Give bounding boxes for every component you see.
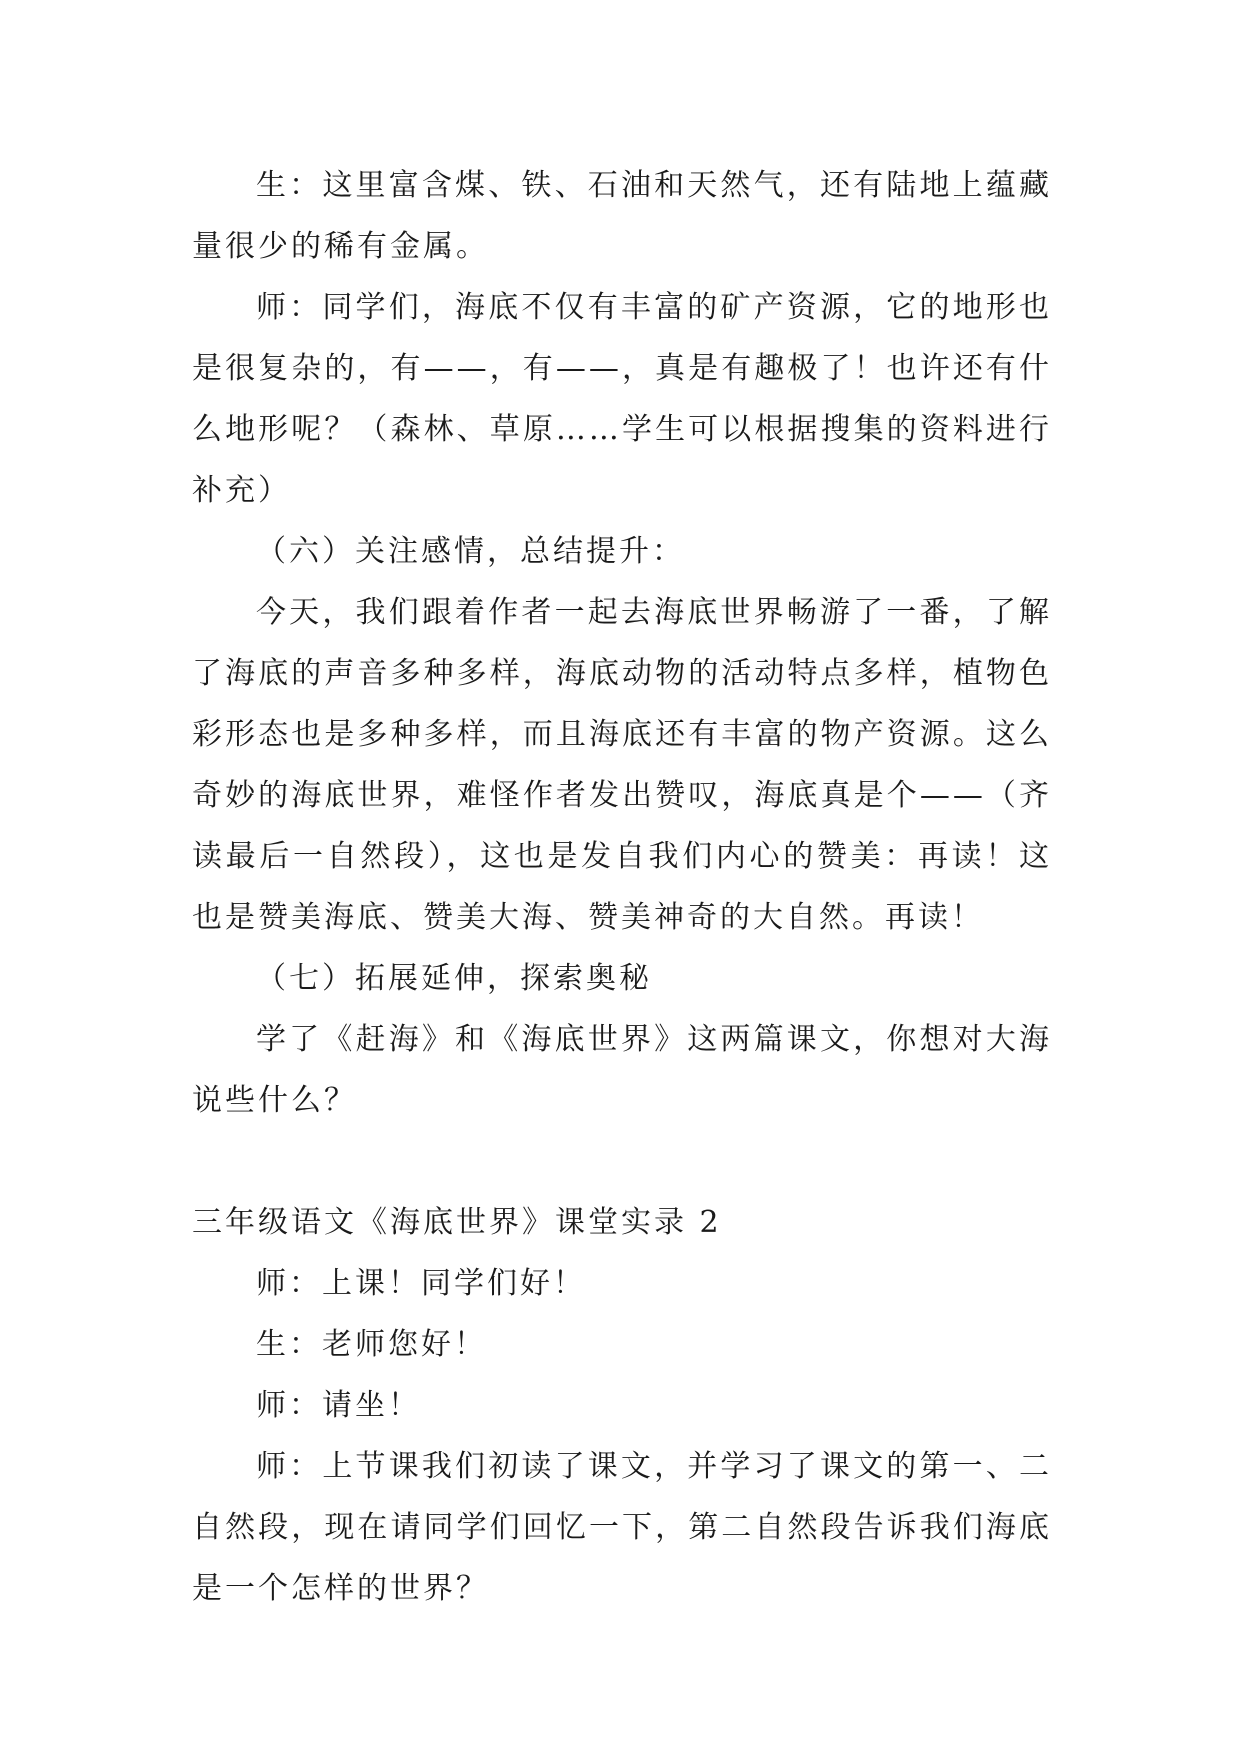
document-body — [192, 155, 1052, 1619]
paragraph-teacher-review: 师：上节课我们初读了课文，并学习了课文的第一、二自然段，现在请同学们回忆一下，第二自然段告诉我们海底是一个怎样的世界？ — [192, 1449, 1052, 1606]
section-heading-six: （六）关注感情，总结提升： — [256, 534, 685, 569]
paragraph-teacher-terrain: 师：同学们，海底不仅有丰富的矿产资源，它的地形也是很复杂的，有——，有——，真是有趣极了！也许还有什么地形呢？（森林、草原……学生可以根据搜集的资料进行补充） — [192, 290, 1052, 508]
section-heading-seven: （七）拓展延伸，探索奥秘 — [256, 961, 652, 996]
paragraph-student-minerals: 生：这里富含煤、铁、石油和天然气，还有陆地上蕴藏量很少的稀有金属。 — [192, 168, 1052, 264]
paragraph-teacher-sit: 师：请坐！ — [256, 1388, 421, 1423]
document-section-title: 三年级语文《海底世界》课堂实录 2 — [192, 1205, 722, 1240]
paragraph-summary: 今天，我们跟着作者一起去海底世界畅游了一番，了解了海底的声音多种多样，海底动物的活动特点多样，植物色彩形态也是多种多样，而且海底还有丰富的物产资源。这么奇妙的海底世界，难怪作者发出赞叹，海底真是个——（齐读最后一自然段），这也是发自我们内心的赞美：再读！这也是赞美海底、赞美大海、赞美神奇的大自然。再读！ — [192, 595, 1052, 935]
paragraph-teacher-greeting: 师：上课！同学们好！ — [256, 1266, 586, 1301]
paragraph-extension-question: 学了《赶海》和《海底世界》这两篇课文，你想对大海说些什么？ — [192, 1022, 1052, 1118]
paragraph-student-greeting: 生：老师您好！ — [256, 1327, 487, 1362]
